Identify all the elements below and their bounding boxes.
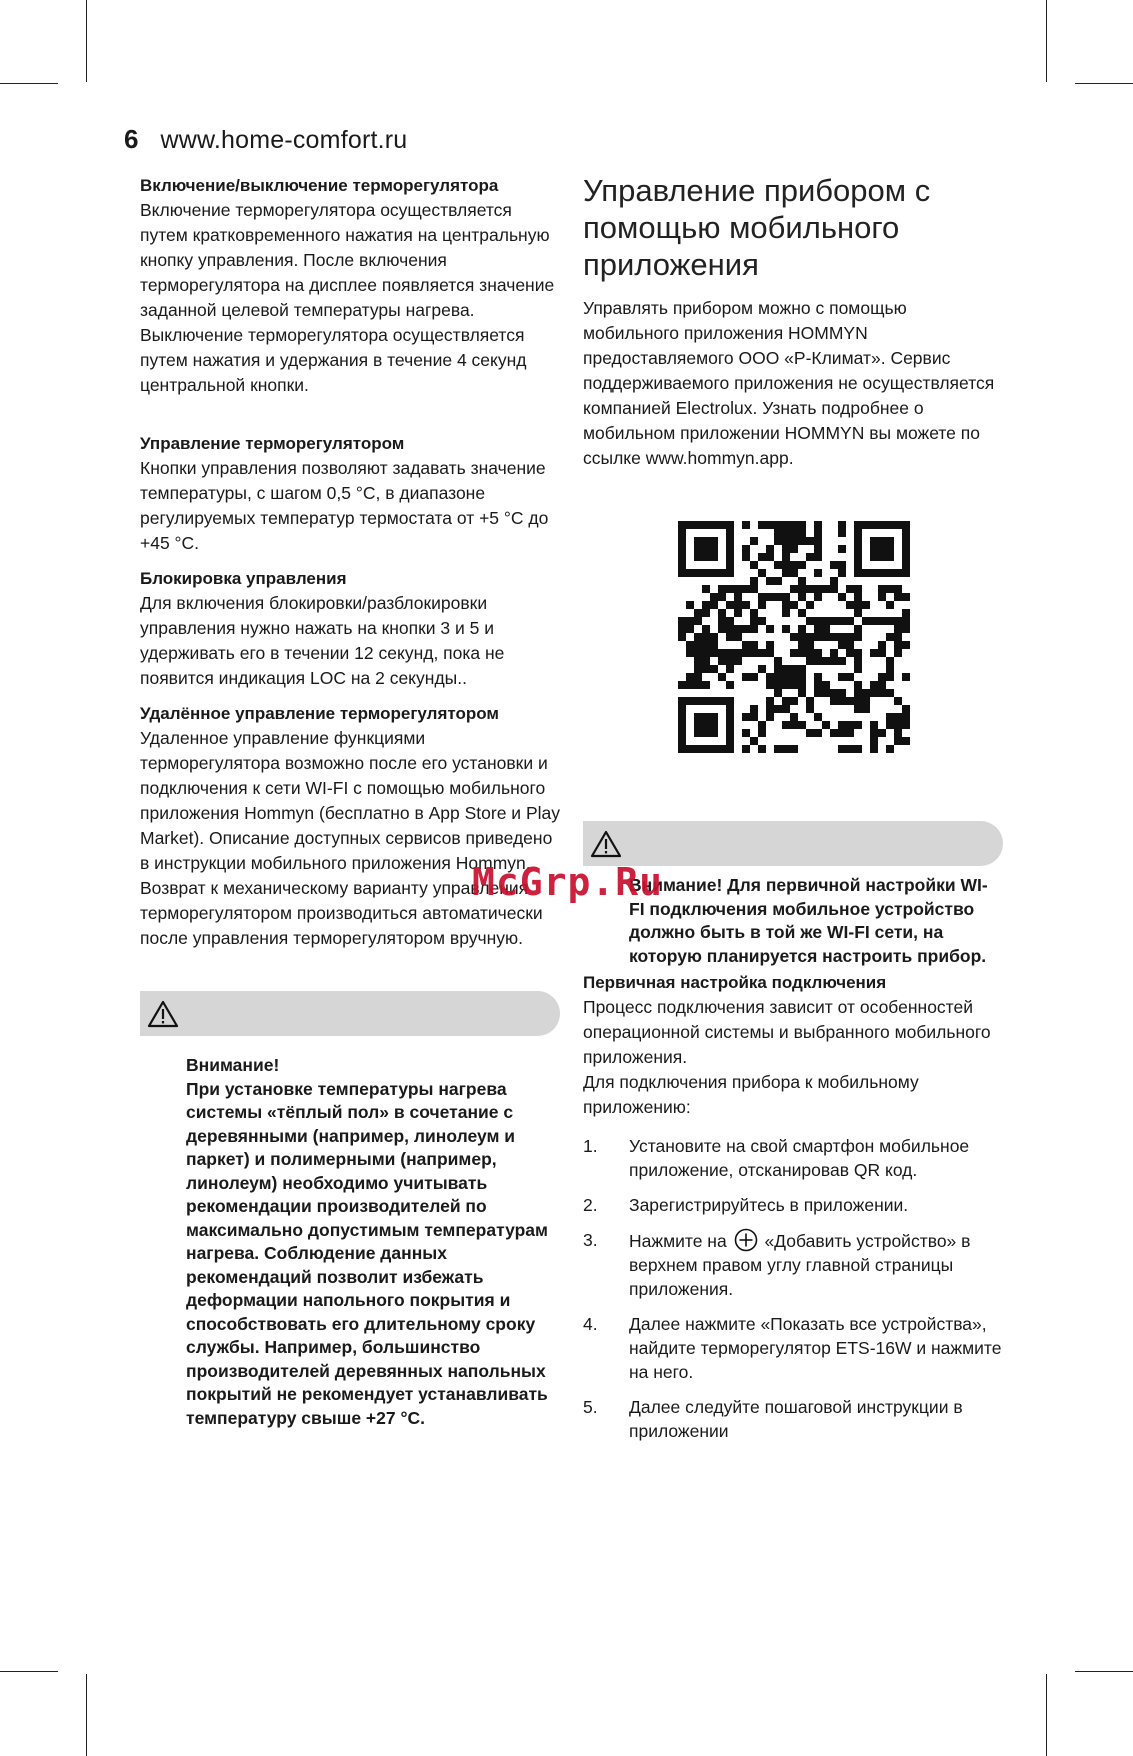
warning-body: Внимание! Для первичной настройки WI-FI подключения мобильное устройство должно быть в той же WI-FI сети, на которую планируется настроить прибор. <box>629 875 988 966</box>
section-body: Кнопки управления позволяют задавать значение температуры, с шагом 0,5 °C, в диапазоне регулируемых температур термостата от +5 °C до +45 °C. <box>140 458 549 553</box>
section-power <box>140 173 560 398</box>
list-item: 3. Нажмите на «Добавить устройство» в верхнем правом углу главной страницы приложения. <box>583 1230 971 1299</box>
page-header <box>124 124 407 155</box>
section-remote <box>140 701 560 951</box>
site-url[interactable]: www.home-comfort.ru <box>160 126 408 154</box>
section-title: Блокировка управления <box>140 569 347 588</box>
setup-body-2: Для подключения прибора к мобильному приложению: <box>583 1072 919 1117</box>
crop-mark <box>86 1674 87 1756</box>
crop-mark <box>1075 1671 1133 1672</box>
plus-circle-icon <box>734 1228 758 1252</box>
section-body: Удаленное управление функциями терморегулятора возможно после его установки и подключения к сети WI-FI с помощью мобильного приложения Hommyn (бесплатно в App Store и Play Market). Описание доступных сервисов приведено в инструкции мобильного приложения Hommyn. Возврат к механическому варианту управления терморегулятором производиться автоматически после управления терморегулятором вручную. <box>140 728 560 948</box>
setup-steps <box>583 1134 1003 1443</box>
app-intro: Управлять прибором можно с помощью мобильного приложения HOMMYN предоставляемого ООО «Р-Климат». Сервис поддерживаемого приложения не осуществляется компанией Electrolux. Узнать подробнее о мобильном приложении HOMMYN вы можете по ссылке www.hommyn.app. <box>583 298 995 468</box>
warning-bar <box>140 991 560 1036</box>
warning-body: При установке температуры нагрева системы «тёплый пол» в сочетание с деревянными (например, линолеум и паркет) и полимерными (например, линолеум) необходимо учитывать рекомендации производителей по максимально допустимым температурам нагрева. Соблюдение данных рекомендаций позволит избежать деформации напольного покрытия и способствовать его длительному сроку службы. Например, большинство производителей деревянных напольных покрытий не рекомендует устанавливать температуру свыше +27 °C. <box>186 1078 548 1428</box>
section-body: Для включения блокировки/разблокировки управления нужно нажать на кнопки 3 и 5 и удерживать его в течении 12 секунд, пока не появится индикация LOC на 2 секунды.. <box>140 593 505 688</box>
qr-code-icon[interactable] <box>678 521 910 753</box>
left-column <box>140 173 560 1430</box>
warning-heading: Внимание! <box>186 1055 280 1075</box>
section-title: Удалённое управление терморегулятором <box>140 704 499 723</box>
watermark: McGrp.Ru <box>472 860 664 904</box>
list-item: 2. Зарегистрируйтесь в приложении. <box>583 1195 909 1215</box>
setup-title: Первичная настройка подключения <box>583 973 887 992</box>
list-item: 1. Установите на свой смартфон мобильное приложение, отсканировав QR код. <box>583 1136 970 1180</box>
warning-text <box>186 1054 560 1430</box>
right-column <box>583 172 1003 1454</box>
warning-triangle-icon <box>146 999 180 1029</box>
crop-mark <box>86 0 87 82</box>
section-body: Включение терморегулятора осуществляется путем кратковременного нажатия на центральную кнопку управления. После включения терморегулятора на дисплее появляется значение заданной целевой температуры нагрева. Выключение терморегулятора осуществляется путем нажатия и удержания в течение 4 секунд центральной кнопки. <box>140 200 555 395</box>
warning-triangle-icon <box>589 829 623 859</box>
list-item: 4. Далее нажмите «Показать все устройства», найдите терморегулятор ETS-16W и нажмите на него. <box>583 1314 1002 1382</box>
section-control <box>140 431 560 556</box>
crop-mark <box>0 83 58 84</box>
section-title: Управление терморегулятором <box>140 434 405 453</box>
crop-mark <box>1046 1674 1047 1756</box>
crop-mark <box>0 1671 58 1672</box>
crop-mark <box>1075 83 1133 84</box>
list-item: 5. Далее следуйте пошаговой инструкции в приложении <box>583 1397 963 1441</box>
page-number: 6 <box>124 124 139 154</box>
crop-mark <box>1046 0 1047 82</box>
section-lock <box>140 566 560 691</box>
setup-body: Процесс подключения зависит от особенностей операционной системы и выбранного мобильного приложения. <box>583 997 991 1067</box>
section-title: Включение/выключение терморегулятора <box>140 176 499 195</box>
app-section-title: Управление прибором с помощью мобильного приложения <box>583 173 931 282</box>
